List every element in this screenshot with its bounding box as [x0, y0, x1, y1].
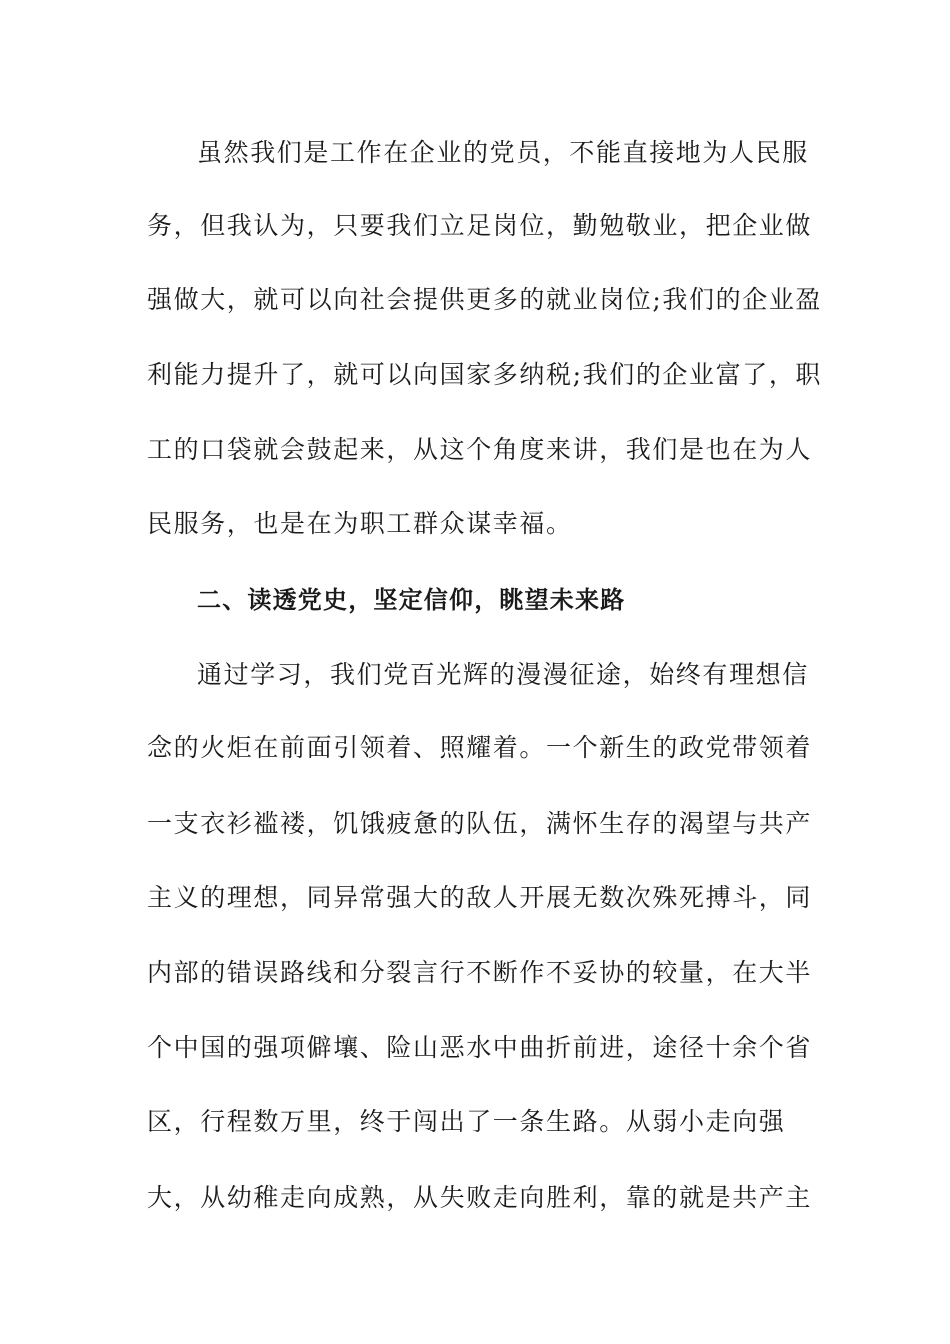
- paragraph-1-line-3: 强做大，就可以向社会提供更多的就业岗位;我们的企业盈: [147, 285, 823, 314]
- paragraph-2-line-8: 大，从幼稚走向成熟，从失败走向胜利，靠的就是共产主: [147, 1183, 813, 1212]
- paragraph-1-line-4: 利能力提升了，就可以向国家多纳税;我们的企业富了，职: [147, 360, 823, 389]
- paragraph-1-line-1: 虽然我们是工作在企业的党员，不能直接地为人民服: [197, 138, 809, 167]
- paragraph-1-line-6: 民服务，也是在为职工群众谋幸福。: [147, 509, 573, 538]
- paragraph-2-line-6: 个中国的强项僻壤、险山恶水中曲折前进，途径十余个省: [147, 1033, 813, 1062]
- paragraph-1-line-5: 工的口袋就会鼓起来，从这个角度来讲，我们是也在为人: [147, 435, 813, 464]
- paragraph-2-line-1: 通过学习，我们党百光辉的漫漫征途，始终有理想信: [197, 660, 809, 689]
- paragraph-2-line-2: 念的火炬在前面引领着、照耀着。一个新生的政党带领着: [147, 733, 813, 762]
- paragraph-2-line-4: 主义的理想，同异常强大的敌人开展无数次殊死搏斗，同: [147, 883, 813, 912]
- paragraph-2-line-3: 一支衣衫褴褛，饥饿疲惫的队伍，满怀生存的渴望与共产: [147, 809, 813, 838]
- paragraph-2-line-7: 区，行程数万里，终于闯出了一条生路。从弱小走向强: [147, 1107, 786, 1136]
- section-heading: 二、读透党史，坚定信仰，眺望未来路: [197, 586, 626, 614]
- paragraph-1-line-2: 务，但我认为，只要我们立足岗位，勤勉敬业，把企业做: [147, 211, 813, 240]
- paragraph-2-line-5: 内部的错误路线和分裂言行不断作不妥协的较量，在大半: [147, 958, 813, 987]
